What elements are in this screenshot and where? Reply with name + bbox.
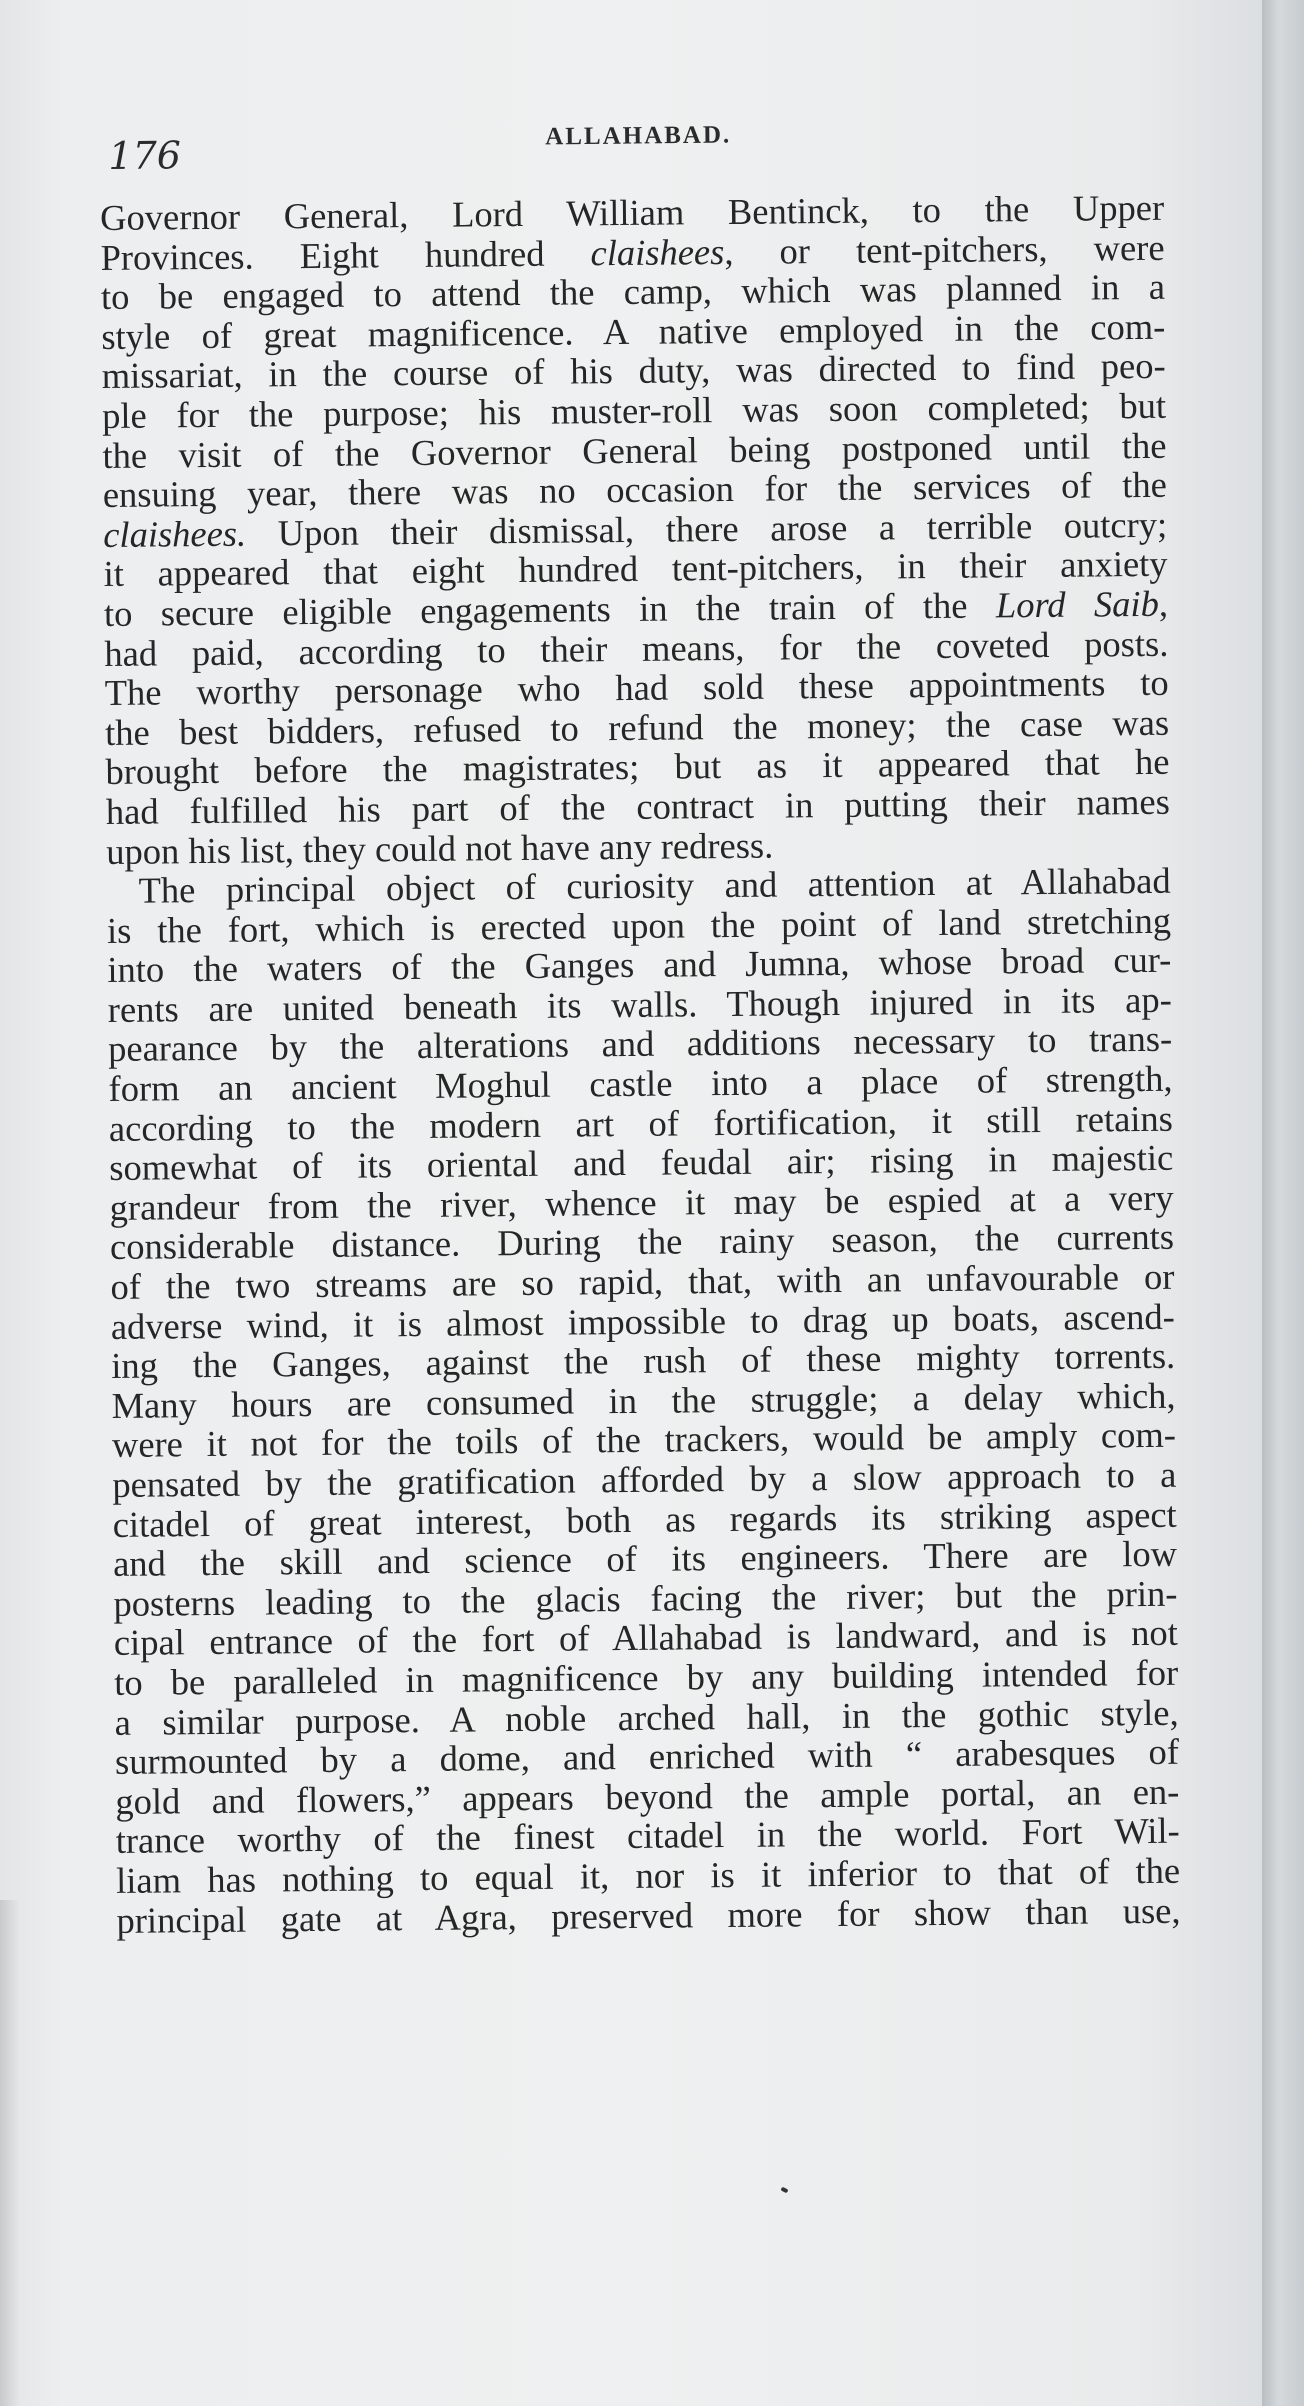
text-run: Many hours are consumed in the struggle; a delay which, (111, 1374, 1176, 1426)
text-run: posterns leading to the glacis facing the river; but the prin- (113, 1572, 1178, 1624)
text-run: , or tent-pitchers, were (724, 226, 1165, 272)
text-run: ple for the purpose; his muster-roll was soon completed; but (101, 384, 1167, 436)
text-run: according to the modern art of fortification, it still retains (108, 1097, 1174, 1149)
binding-shadow (0, 1900, 20, 2406)
text-run: to be paralleled in magnificence by any building intended for (114, 1651, 1179, 1703)
text-run: considerable distance. During the rainy season, the currents (109, 1216, 1175, 1268)
text-run: to be engaged to attend the camp, which was planned in a (100, 265, 1166, 318)
text-run: principal gate at Agra, preserved more for show than use, (116, 1889, 1181, 1941)
ink-speck (780, 2187, 788, 2194)
text-run: somewhat of its oriental and feudal air; rising in majestic (109, 1136, 1174, 1189)
page-number: 176 (108, 133, 182, 178)
text-run: is the fort, which is erected upon the point of land stretching (106, 899, 1172, 951)
text-run: form an ancient Moghul castle into a place of strength, (108, 1057, 1173, 1110)
text-run: the visit of the Governor General being postponed until the (102, 424, 1167, 476)
text-run: missariat, in the course of his duty, was directed to find peo- (101, 345, 1166, 397)
text-run: ing the Ganges, against the rush of these mighty torrents. (111, 1334, 1176, 1387)
text-run: Provinces. Eight hundred (100, 231, 591, 278)
page-header (108, 107, 1169, 188)
text-run: The worthy personage who had sold these appointments to (104, 661, 1169, 714)
text-run: liam has nothing to equal it, nor is it inferior to that of the (115, 1849, 1181, 1901)
text-run: it appeared that eight hundred tent-pitchers, in their anxiety (103, 543, 1168, 595)
text-run: a similar purpose. A noble arched hall, in the gothic style, (114, 1691, 1179, 1743)
text-run: and the skill and science of its engineers. There are low (112, 1532, 1178, 1585)
text-run: had paid, according to their means, for the coveted posts. (104, 622, 1169, 674)
text-run: of the two streams are so rapid, that, with an unfavourable or (110, 1255, 1175, 1307)
text-run: had fulfilled his part of the contract in putting their names (105, 780, 1171, 832)
running-head: ALLAHABAD. (545, 121, 732, 151)
italic-text-run: claishees. (103, 512, 247, 555)
text-run: grandeur from the river, whence it may be espied at a very (109, 1176, 1174, 1228)
text-run: , (1158, 582, 1169, 624)
text-run: rents are united beneath its walls. Though injured in its ap- (107, 978, 1172, 1030)
text-run: upon his list, they could not have any redress. (106, 824, 774, 872)
text-run: cipal entrance of the fort of Allahabad is landward, and is not (113, 1612, 1179, 1664)
text-run: surmounted by a dome, and enriched with “ arabesques of (114, 1730, 1180, 1783)
text-run: to secure eligible engagements in the train of the (103, 584, 997, 634)
body-text (100, 188, 1181, 1940)
text-run: were it not for the toils of the trackers, would be amply com- (111, 1414, 1177, 1466)
text-line (116, 1890, 1180, 1940)
text-run: trance worthy of the finest citadel in the world. Fort Wil- (115, 1810, 1180, 1862)
text-run: gold and flowers,” appears beyond the ample portal, an en- (115, 1770, 1180, 1822)
text-run: style of great magnificence. A native employed in the com- (101, 305, 1166, 357)
text-run: adverse wind, it is almost impossible to drag up boats, ascend- (110, 1295, 1175, 1347)
text-run: citadel of great interest, both as regards its striking aspect (112, 1493, 1177, 1545)
text-run: Upon their dismissal, there arose a terrible outcry; (245, 503, 1168, 554)
text-run: brought before the magistrates; but as it appeared that he (105, 741, 1170, 793)
text-run: The principal object of curiosity and attention at Allahabad (138, 859, 1171, 911)
italic-text-run: Lord Saib (995, 582, 1160, 626)
text-run: pensated by the gratification afforded by a slow approach to a (112, 1453, 1177, 1505)
page-edge (1262, 0, 1304, 2406)
text-run: ensuing year, there was no occasion for the services of the (102, 463, 1167, 516)
text-run: into the waters of the Ganges and Jumna, whose broad cur- (107, 939, 1172, 991)
italic-text-run: claishees (590, 230, 725, 273)
text-run: the best bidders, refused to refund the money; the case was (104, 701, 1170, 753)
text-run: Governor General, Lord William Bentinck, to the Upper (99, 186, 1165, 238)
text-run: pearance by the alterations and additions necessary to trans- (107, 1018, 1173, 1070)
